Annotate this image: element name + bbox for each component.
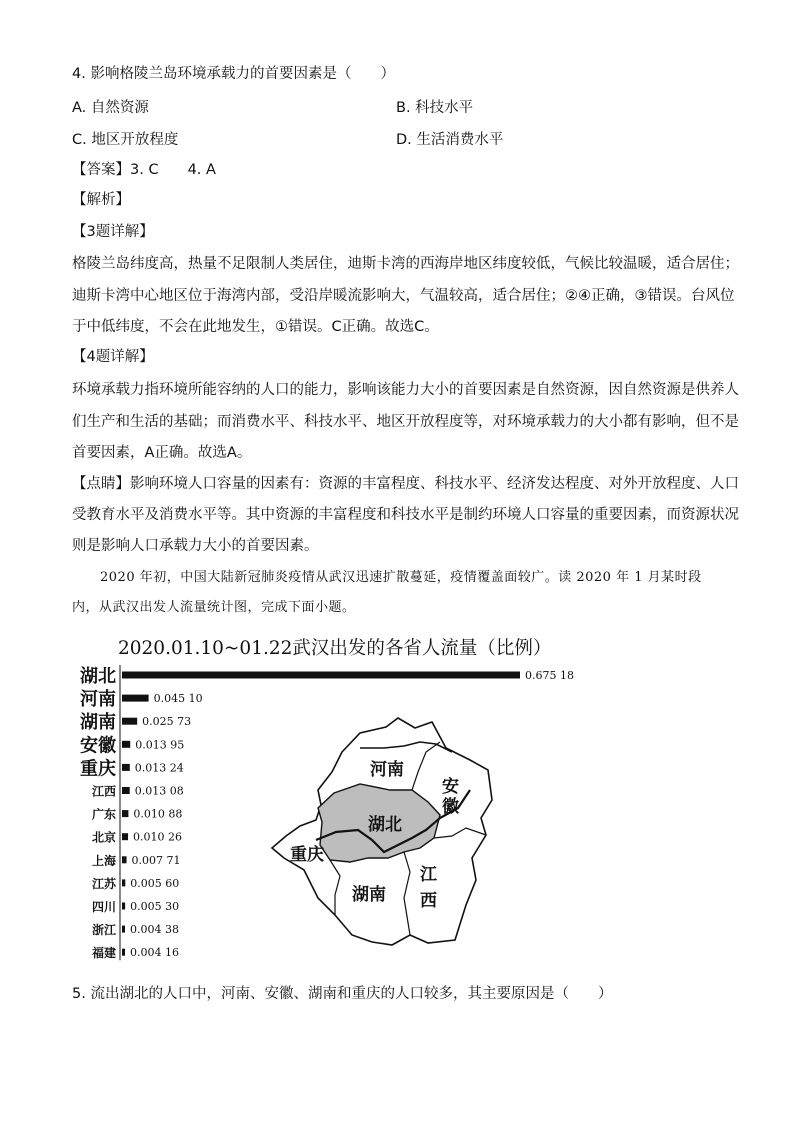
value-label: 0.013 95	[135, 738, 185, 752]
q4-detail-label: 【4题详解】	[72, 349, 154, 365]
category-label: 浙江	[91, 923, 116, 938]
category-label: 上海	[91, 853, 116, 868]
q4-option-b: B. 科技水平	[396, 100, 474, 116]
bar	[122, 695, 149, 702]
category-label: 湖南	[80, 712, 116, 734]
map-label-jiangxi-2: 西	[420, 891, 437, 911]
category-label: 湖北	[80, 666, 116, 687]
category-label: 重庆	[80, 758, 116, 780]
bar	[122, 926, 125, 933]
bar	[122, 949, 125, 956]
category-label: 江苏	[91, 876, 116, 891]
q4-option-c: C. 地区开放程度	[72, 132, 179, 148]
q4-stem: 4. 影响格陵兰岛环境承载力的首要因素是（ ）	[72, 66, 395, 82]
q5-stem: 5. 流出湖北的人口中，河南、安徽、湖南和重庆的人口较多，其主要原因是（ ）	[72, 986, 613, 1002]
tip-line: 【点睛】影响环境人口容量的因素有：资源的丰富程度、科技水平、经济发达程度、对外开放程度、人口	[72, 476, 739, 492]
bar	[122, 833, 128, 840]
q3-detail-line: 迪斯卡湾中心地区位于海湾内部，受沿岸暖流影响大，气温较高，适合居住；②④正确，③错误。台风位	[72, 288, 735, 304]
province-map	[272, 718, 492, 945]
bar	[122, 856, 127, 863]
category-label: 四川	[91, 900, 116, 914]
chart-title: 2020.01.10~01.22武汉出发的各省人流量（比例）	[118, 638, 552, 659]
map-label-jiangxi-1: 江	[420, 865, 437, 885]
q4-detail-line: 环境承载力指环境所能容纳的人口的能力，影响该能力大小的首要因素是自然资源，因自然资源是供养人	[72, 382, 739, 398]
map-label-hunan: 湖南	[352, 885, 386, 905]
bar	[122, 672, 520, 679]
q4-detail-line: 首要因素，A正确。故选A。	[72, 445, 252, 461]
value-label: 0.004 16	[130, 946, 179, 960]
category-label: 广东	[91, 807, 116, 822]
value-label: 0.010 88	[133, 807, 183, 821]
value-label: 0.004 38	[130, 923, 179, 937]
category-label: 福建	[91, 946, 116, 961]
map-label-hubei: 湖北	[368, 815, 402, 835]
map-label-anhui-1: 安	[442, 777, 459, 797]
bar	[122, 810, 128, 817]
value-label: 0.005 60	[130, 876, 180, 890]
value-label: 0.045 10	[153, 692, 203, 706]
map-label-henan: 河南	[370, 760, 404, 780]
value-label: 0.010 26	[133, 830, 183, 844]
q4-option-a: A. 自然资源	[72, 100, 149, 116]
value-label: 0.675 18	[525, 669, 574, 682]
answer-line: 【答案】3. C 4. A	[72, 162, 216, 178]
map-label-anhui-2: 徽	[442, 797, 459, 817]
intro-line: 内，从武汉出发人流量统计图，完成下面小题。	[72, 600, 356, 615]
map-label-chongqing: 重庆	[290, 845, 324, 865]
bar	[122, 879, 125, 886]
category-label: 北京	[91, 830, 116, 845]
analysis-label: 【解析】	[72, 192, 130, 208]
category-label: 安徽	[80, 735, 116, 757]
q4-option-d: D. 生活消费水平	[396, 132, 504, 148]
q3-detail-line: 格陵兰岛纬度高，热量不足限制人类居住，迪斯卡湾的西海岸地区纬度较低，气候比较温暖，适合居住；	[72, 256, 739, 272]
bar	[122, 764, 130, 771]
category-label: 江西	[91, 784, 116, 799]
category-label: 河南	[80, 689, 116, 711]
tip-line: 则是影响人口承载力大小的首要因素。	[72, 538, 319, 554]
bar	[122, 718, 137, 725]
bar	[122, 741, 130, 748]
q4-detail-line: 们生产和生活的基础；而消费水平、科技水平、地区开放程度等，对环境承载力的大小都有影响，但不是	[72, 414, 739, 430]
value-label: 0.007 71	[131, 853, 181, 867]
bar	[122, 903, 125, 910]
intro-line: 2020 年初，中国大陆新冠肺炎疫情从武汉迅速扩散蔓延，疫情覆盖面较广。读 2020 年 1 月某时段	[100, 570, 702, 585]
value-label: 0.025 73	[142, 715, 192, 729]
value-label: 0.005 30	[130, 900, 180, 913]
bar	[122, 787, 130, 794]
q3-detail-label: 【3题详解】	[72, 224, 154, 240]
value-label: 0.013 08	[134, 784, 184, 798]
q3-detail-line: 于中低纬度，不会在此地发生，①错误。C正确。故选C。	[72, 319, 439, 335]
value-label: 0.013 24	[134, 761, 184, 775]
tip-line: 受教育水平及消费水平等。其中资源的丰富程度和科技水平是制约环境人口容量的重要因素，而资源状况	[72, 507, 739, 523]
